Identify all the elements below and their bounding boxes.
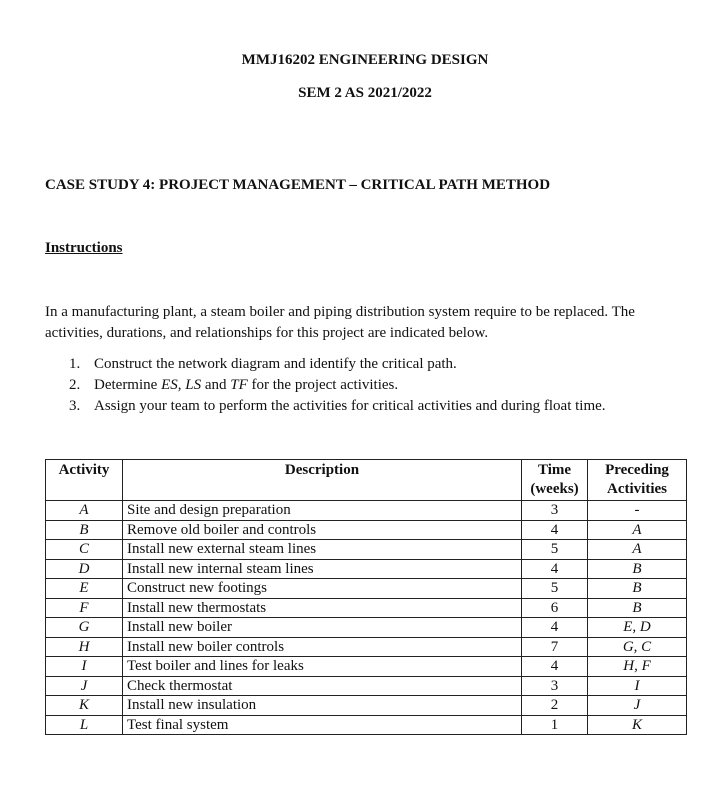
time-cell: 3: [522, 501, 588, 521]
table-row: [46, 598, 687, 618]
time-cell: 7: [522, 637, 588, 657]
table-row: [46, 559, 687, 579]
preceding-cell: B: [588, 598, 687, 618]
time-cell: 3: [522, 676, 588, 696]
activities-table: [45, 459, 687, 735]
preceding-cell: K: [588, 715, 687, 735]
preceding-cell: H, F: [588, 657, 687, 677]
time-cell: 4: [522, 657, 588, 677]
time-cell: 1: [522, 715, 588, 735]
table-row: [46, 637, 687, 657]
step-text-pre: Determine: [94, 377, 162, 393]
table-row: [46, 715, 687, 735]
description-cell: Site and design preparation: [123, 501, 522, 521]
time-cell: 4: [522, 559, 588, 579]
activity-cell: B: [46, 520, 123, 540]
activity-cell: L: [46, 715, 123, 735]
header-time: [522, 460, 588, 501]
description-cell: Install new insulation: [123, 696, 522, 716]
header-preceding-line2: Activities: [607, 481, 667, 497]
activity-cell: C: [46, 540, 123, 560]
step-separator: ,: [177, 377, 186, 393]
preceding-cell: G, C: [588, 637, 687, 657]
header-preceding-line1: Preceding: [605, 462, 669, 478]
time-cell: 4: [522, 520, 588, 540]
description-cell: Check thermostat: [123, 676, 522, 696]
semester-label: SEM 2 AS 2021/2022: [298, 85, 432, 101]
table-row: [46, 540, 687, 560]
preceding-cell: B: [588, 579, 687, 599]
step-text: Assign your team to perform the activities for critical activities and during float time.: [94, 398, 606, 414]
activity-cell: H: [46, 637, 123, 657]
preceding-cell: J: [588, 696, 687, 716]
preceding-cell: E, D: [588, 618, 687, 638]
description-cell: Remove old boiler and controls: [123, 520, 522, 540]
intro-paragraph: In a manufacturing plant, a steam boiler and piping distribution system require to be replaced. The activities, durations, and relationships for this project are indicated below.: [45, 304, 635, 341]
description-cell: Install new external steam lines: [123, 540, 522, 560]
description-cell: Construct new footings: [123, 579, 522, 599]
activity-cell: K: [46, 696, 123, 716]
description-cell: Install new boiler controls: [123, 637, 522, 657]
time-cell: 4: [522, 618, 588, 638]
course-title: MMJ16202 ENGINEERING DESIGN: [241, 52, 489, 68]
preceding-cell: A: [588, 540, 687, 560]
description-cell: Install new internal steam lines: [123, 559, 522, 579]
step-text-post: for the project activities.: [247, 377, 399, 393]
time-cell: 5: [522, 579, 588, 599]
header-time-line2: (weeks): [530, 481, 579, 497]
activity-cell: A: [46, 501, 123, 521]
time-cell: 2: [522, 696, 588, 716]
step-number: 3.: [69, 398, 81, 414]
activity-cell: I: [46, 657, 123, 677]
preceding-cell: B: [588, 559, 687, 579]
preceding-cell: A: [588, 520, 687, 540]
term-es: ES: [161, 377, 178, 393]
term-ls: LS: [185, 377, 202, 393]
instructions-heading: Instructions: [45, 240, 123, 256]
table-body: [46, 501, 687, 735]
step-separator: and: [201, 377, 231, 393]
time-cell: 5: [522, 540, 588, 560]
activity-cell: J: [46, 676, 123, 696]
instruction-steps: [69, 354, 709, 417]
step-item: [69, 354, 709, 375]
description-cell: Test final system: [123, 715, 522, 735]
term-tf: TF: [230, 377, 248, 393]
header-description: Description: [123, 460, 522, 501]
step-text: Construct the network diagram and identify the critical path.: [94, 356, 457, 372]
activity-cell: D: [46, 559, 123, 579]
table-row: [46, 501, 687, 521]
step-number: 2.: [69, 377, 81, 393]
step-item: [69, 396, 709, 417]
table-row: [46, 696, 687, 716]
description-cell: Install new thermostats: [123, 598, 522, 618]
header-activity: Activity: [46, 460, 123, 501]
description-cell: Install new boiler: [123, 618, 522, 638]
table-row: [46, 579, 687, 599]
step-item: [69, 375, 709, 396]
preceding-cell: -: [588, 501, 687, 521]
step-number: 1.: [69, 356, 81, 372]
activity-cell: G: [46, 618, 123, 638]
activity-cell: E: [46, 579, 123, 599]
activity-cell: F: [46, 598, 123, 618]
table-header-row: [46, 460, 687, 501]
case-study-title: CASE STUDY 4: PROJECT MANAGEMENT – CRITICAL PATH METHOD: [45, 177, 551, 193]
table-row: [46, 657, 687, 677]
header-preceding: [588, 460, 687, 501]
table-row: [46, 520, 687, 540]
header-time-line1: Time: [537, 462, 572, 478]
table-row: [46, 618, 687, 638]
time-cell: 6: [522, 598, 588, 618]
description-cell: Test boiler and lines for leaks: [123, 657, 522, 677]
table-row: [46, 676, 687, 696]
preceding-cell: I: [588, 676, 687, 696]
